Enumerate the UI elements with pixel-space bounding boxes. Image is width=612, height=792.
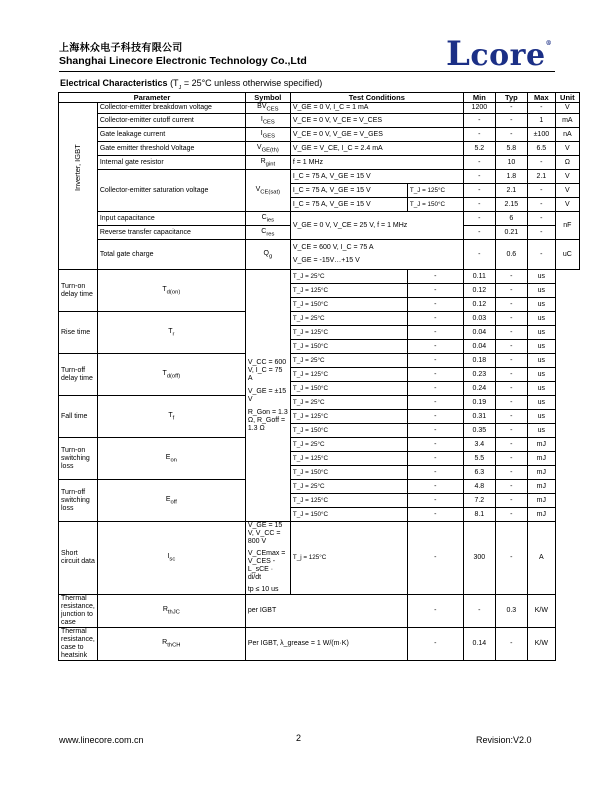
cond-cell: V_CE = 600 V, I_C = 75 A V_GE = -15V…+15 V [290, 240, 463, 270]
min-cell: - [407, 494, 463, 508]
typ-cell: 0.11 [463, 270, 495, 284]
unit-cell: mJ [527, 508, 555, 522]
col-parameter: Parameter [59, 93, 246, 103]
tj-cell: T_J = 125°C [290, 410, 407, 424]
typ-cell: - [495, 103, 527, 114]
max-cell: 2.1 [527, 170, 555, 184]
min-cell: - [407, 480, 463, 494]
param-cell: Collector-emitter cutoff current [97, 114, 245, 128]
typ-cell: 2.15 [495, 198, 527, 212]
unit-cell: nA [555, 128, 579, 142]
max-cell: - [495, 312, 527, 326]
unit-cell: mJ [527, 452, 555, 466]
max-cell: - [527, 212, 555, 226]
symbol-cell: $V_{CE(sat)}$ [245, 170, 290, 212]
min-cell: - [463, 212, 495, 226]
max-cell: - [495, 480, 527, 494]
max-cell: - [495, 382, 527, 396]
unit-cell: us [527, 410, 555, 424]
min-cell: - [407, 340, 463, 354]
col-max: Max [527, 93, 555, 103]
linecore-logo: Lcore® [446, 34, 553, 74]
min-cell: - [407, 382, 463, 396]
max-cell: - [495, 354, 527, 368]
symbol-cell: $R_{thJC}$ [97, 595, 245, 628]
col-typ: Typ [495, 93, 527, 103]
param-cell: Thermal resistance, case to heatsink [59, 628, 98, 661]
max-cell: - [527, 240, 555, 270]
typ-cell: 6.3 [463, 466, 495, 480]
max-cell: - [495, 628, 527, 661]
cond-cell: I_C = 75 A, V_GE = 15 V [290, 184, 407, 198]
param-cell: Turn-on switching loss [59, 438, 98, 480]
tj-cell: T_J = 25°C [290, 270, 407, 284]
typ-cell: 4.8 [463, 480, 495, 494]
typ-cell: 0.04 [463, 340, 495, 354]
min-cell: - [407, 284, 463, 298]
tj-cell: T_J = 25°C [290, 438, 407, 452]
max-cell: - [495, 452, 527, 466]
param-cell: Collector-emitter breakdown voltage [97, 103, 245, 114]
typ-cell: 0.24 [463, 382, 495, 396]
unit-cell: us [527, 396, 555, 410]
tj-cell: T_J = 125°C [407, 184, 463, 198]
max-cell: - [495, 494, 527, 508]
max-cell: - [495, 410, 527, 424]
param-cell: Fall time [59, 396, 98, 438]
tj-cell: T_J = 125°C [290, 326, 407, 340]
min-cell: - [463, 226, 495, 240]
typ-cell: 0.03 [463, 312, 495, 326]
cond-cell: per IGBT [245, 595, 407, 628]
tj-cell: T_J = 150°C [290, 508, 407, 522]
cond-cell: I_C = 75 A, V_GE = 15 V [290, 170, 463, 184]
switching-cond-cell: V_CC = 600 V, I_C = 75 A V_GE = ±15 V R_Gon = 1.3 Ω, R_Goff = 1.3 Ω [245, 270, 290, 522]
param-cell: Turn-off switching loss [59, 480, 98, 522]
typ-cell: 3.4 [463, 438, 495, 452]
min-cell: - [407, 438, 463, 452]
unit-cell: mJ [527, 480, 555, 494]
unit-cell: nF [555, 212, 579, 240]
tj-cell: T_J = 150°C [290, 382, 407, 396]
typ-cell: 300 [463, 522, 495, 595]
table-row [59, 312, 580, 326]
max-cell: - [527, 198, 555, 212]
symbol-cell: $T_{d(off)}$ [97, 354, 245, 396]
unit-cell: V [555, 103, 579, 114]
typ-cell: 5.5 [463, 452, 495, 466]
min-cell: - [407, 424, 463, 438]
min-cell: - [407, 396, 463, 410]
unit-cell: Ω [555, 156, 579, 170]
min-cell: - [463, 170, 495, 184]
typ-cell: 0.04 [463, 326, 495, 340]
min-cell: - [463, 128, 495, 142]
unit-cell: us [527, 326, 555, 340]
symbol-cell: $BV_{CES}$ [245, 103, 290, 114]
min-cell: - [407, 452, 463, 466]
max-cell: - [495, 284, 527, 298]
col-symbol: Symbol [245, 93, 290, 103]
electrical-characteristics-table [58, 92, 580, 661]
symbol-cell: $T_{d(on)}$ [97, 270, 245, 312]
header-divider [59, 71, 555, 72]
typ-cell: 0.14 [463, 628, 495, 661]
param-cell: Gate emitter threshold Voltage [97, 142, 245, 156]
unit-cell: K/W [527, 595, 555, 628]
page-number: 2 [296, 733, 302, 743]
symbol-cell: $T_r$ [97, 312, 245, 354]
symbol-cell: $C_{res}$ [245, 226, 290, 240]
company-name-en: Shanghai Linecore Electronic Technology Co.,Ltd [59, 55, 307, 67]
max-cell: 6.5 [527, 142, 555, 156]
tj-cell: T_J = 25°C [290, 396, 407, 410]
param-cell: Turn-on delay time [59, 270, 98, 312]
param-cell: Rise time [59, 312, 98, 354]
unit-cell: A [527, 522, 555, 595]
table-row [59, 128, 580, 142]
unit-cell: uC [555, 240, 579, 270]
typ-cell: 0.12 [463, 284, 495, 298]
typ-cell: - [495, 128, 527, 142]
max-cell: - [495, 522, 527, 595]
min-cell: - [407, 628, 463, 661]
max-cell: - [527, 156, 555, 170]
typ-cell: 0.12 [463, 298, 495, 312]
max-cell: 1 [527, 114, 555, 128]
table-row [59, 595, 580, 628]
symbol-cell: $V_{GE(th)}$ [245, 142, 290, 156]
max-cell: - [495, 424, 527, 438]
typ-cell: 0.21 [495, 226, 527, 240]
symbol-cell: $Q_g$ [245, 240, 290, 270]
tj-cell: T_J = 150°C [290, 466, 407, 480]
typ-cell: 8.1 [463, 508, 495, 522]
min-cell: - [463, 198, 495, 212]
symbol-cell: $E_{on}$ [97, 438, 245, 480]
unit-cell: us [527, 270, 555, 284]
unit-cell: mJ [527, 494, 555, 508]
unit-cell: mA [555, 114, 579, 128]
symbol-cell: $E_{off}$ [97, 480, 245, 522]
cond-cell: Per IGBT, λ_grease = 1 W/(m·K) [245, 628, 407, 661]
param-cell: Total gate charge [97, 240, 245, 270]
tj-cell: T_J = 25°C [290, 312, 407, 326]
max-cell: - [495, 340, 527, 354]
max-cell: - [527, 103, 555, 114]
max-cell: - [495, 466, 527, 480]
max-cell: - [495, 298, 527, 312]
min-cell: - [407, 522, 463, 595]
cond-cell: V_GE = 15 V, V_CC = 800 V V_CEmax = V_CES -L_sCE · di/dt tp ≤ 10 us [245, 522, 290, 595]
cond-cell: V_GE = 0 V, I_C = 1 mA [290, 103, 463, 114]
typ-cell: 0.18 [463, 354, 495, 368]
table-row [59, 522, 580, 595]
section-title: Electrical Characteristics ($T_J = 25^\circ C$ unless otherwise specified) [60, 78, 323, 91]
symbol-cell: $R_{gint}$ [245, 156, 290, 170]
cond-cell: V_CE = 0 V, V_GE = V_GES [290, 128, 463, 142]
symbol-cell: $I_{CES}$ [245, 114, 290, 128]
symbol-cell: $C_{ies}$ [245, 212, 290, 226]
table-row [59, 270, 580, 284]
param-cell: Gate leakage current [97, 128, 245, 142]
tj-cell: T_J = 150°C [290, 340, 407, 354]
typ-cell: 0.23 [463, 368, 495, 382]
min-cell: - [407, 312, 463, 326]
company-header [59, 39, 307, 67]
table-row [59, 354, 580, 368]
tj-cell: T_J = 150°C [290, 424, 407, 438]
unit-cell: V [555, 184, 579, 198]
param-cell: Turn-off delay time [59, 354, 98, 396]
param-cell: Thermal resistance, junction to case [59, 595, 98, 628]
typ-cell: 6 [495, 212, 527, 226]
param-cell: Short circuit data [59, 522, 98, 595]
max-cell: - [495, 368, 527, 382]
table-row [59, 156, 580, 170]
min-cell: 1200 [463, 103, 495, 114]
tj-cell: T_J = 25°C [290, 480, 407, 494]
table-row [59, 170, 580, 184]
max-cell: - [495, 438, 527, 452]
symbol-cell: $I_{GES}$ [245, 128, 290, 142]
min-cell: - [407, 466, 463, 480]
table-row [59, 240, 580, 270]
typ-cell: 1.8 [495, 170, 527, 184]
table-row [59, 480, 580, 494]
unit-cell: us [527, 382, 555, 396]
symbol-cell: $T_f$ [97, 396, 245, 438]
tj-cell: T_J = 125°C [290, 284, 407, 298]
tj-cell: T_J = 125°C [290, 494, 407, 508]
min-cell: - [407, 595, 463, 628]
unit-cell: us [527, 424, 555, 438]
col-test-conditions: Test Conditions [290, 93, 463, 103]
symbol-cell: $R_{thCH}$ [97, 628, 245, 661]
cond-cell: V_CE = 0 V, V_CE = V_CES [290, 114, 463, 128]
unit-cell: us [527, 298, 555, 312]
param-cell: Collector-emitter saturation voltage [97, 170, 245, 212]
min-cell: - [463, 184, 495, 198]
typ-cell: 10 [495, 156, 527, 170]
cond-cell: V_GE = V_CE, I_C = 2.4 mA [290, 142, 463, 156]
cond-cell: f = 1 MHz [290, 156, 463, 170]
min-cell: - [463, 240, 495, 270]
max-cell: - [495, 326, 527, 340]
typ-cell: 0.31 [463, 410, 495, 424]
group-label-cell [59, 103, 98, 270]
typ-cell: 2.1 [495, 184, 527, 198]
unit-cell: us [527, 284, 555, 298]
max-cell: - [495, 508, 527, 522]
table-row [59, 396, 580, 410]
param-cell: Internal gate resistor [97, 156, 245, 170]
table-header-row [59, 93, 580, 103]
min-cell: - [407, 508, 463, 522]
col-min: Min [463, 93, 495, 103]
table-row [59, 628, 580, 661]
table-row [59, 438, 580, 452]
unit-cell: us [527, 312, 555, 326]
max-cell: - [495, 270, 527, 284]
min-cell: - [463, 114, 495, 128]
min-cell: - [407, 410, 463, 424]
min-cell: - [407, 326, 463, 340]
unit-cell: V [555, 198, 579, 212]
unit-cell: us [527, 340, 555, 354]
max-cell: - [527, 226, 555, 240]
typ-cell: 0.19 [463, 396, 495, 410]
min-cell: - [463, 156, 495, 170]
cond-cell: V_GE = 0 V, V_CE = 25 V, f = 1 MHz [290, 212, 463, 240]
unit-cell: us [527, 368, 555, 382]
min-cell: 5.2 [463, 142, 495, 156]
group-label: Inverter, IGBT [72, 144, 82, 192]
col-unit: Unit [555, 93, 579, 103]
min-cell: - [407, 298, 463, 312]
typ-cell: 5.8 [495, 142, 527, 156]
unit-cell: V [555, 142, 579, 156]
tj-cell: T_J = 150°C [290, 298, 407, 312]
symbol-cell: $I_{sc}$ [97, 522, 245, 595]
max-cell: - [527, 184, 555, 198]
typ-cell: - [463, 595, 495, 628]
typ-cell: 7.2 [463, 494, 495, 508]
min-cell: - [407, 368, 463, 382]
param-cell: Input capacitance [97, 212, 245, 226]
table-row [59, 142, 580, 156]
revision: Revision:V2.0 [476, 735, 532, 745]
tj-cell: T_J = 150°C [407, 198, 463, 212]
tj-cell: T_J = 125°C [290, 452, 407, 466]
unit-cell: mJ [527, 466, 555, 480]
table-row [59, 114, 580, 128]
switching-rows [59, 270, 580, 522]
max-cell: 0.3 [495, 595, 527, 628]
company-name-cn: 上海林众电子科技有限公司 [59, 43, 183, 54]
min-cell: - [407, 354, 463, 368]
min-cell: - [407, 270, 463, 284]
unit-cell: K/W [527, 628, 555, 661]
table-row [59, 103, 580, 114]
unit-cell: V [555, 170, 579, 184]
typ-cell: 0.6 [495, 240, 527, 270]
unit-cell: us [527, 354, 555, 368]
unit-cell: mJ [527, 438, 555, 452]
typ-cell: - [495, 114, 527, 128]
tj-cell: T_J = 25°C [290, 354, 407, 368]
tj-cell: T_J = 125°C [290, 368, 407, 382]
footer-url[interactable]: www.linecore.com.cn [59, 735, 144, 745]
max-cell: - [495, 396, 527, 410]
tj-cell: T_j = 125°C [290, 522, 407, 595]
max-cell: ±100 [527, 128, 555, 142]
cond-cell: I_C = 75 A, V_GE = 15 V [290, 198, 407, 212]
table-row [59, 212, 580, 226]
typ-cell: 0.35 [463, 424, 495, 438]
param-cell: Reverse transfer capacitance [97, 226, 245, 240]
